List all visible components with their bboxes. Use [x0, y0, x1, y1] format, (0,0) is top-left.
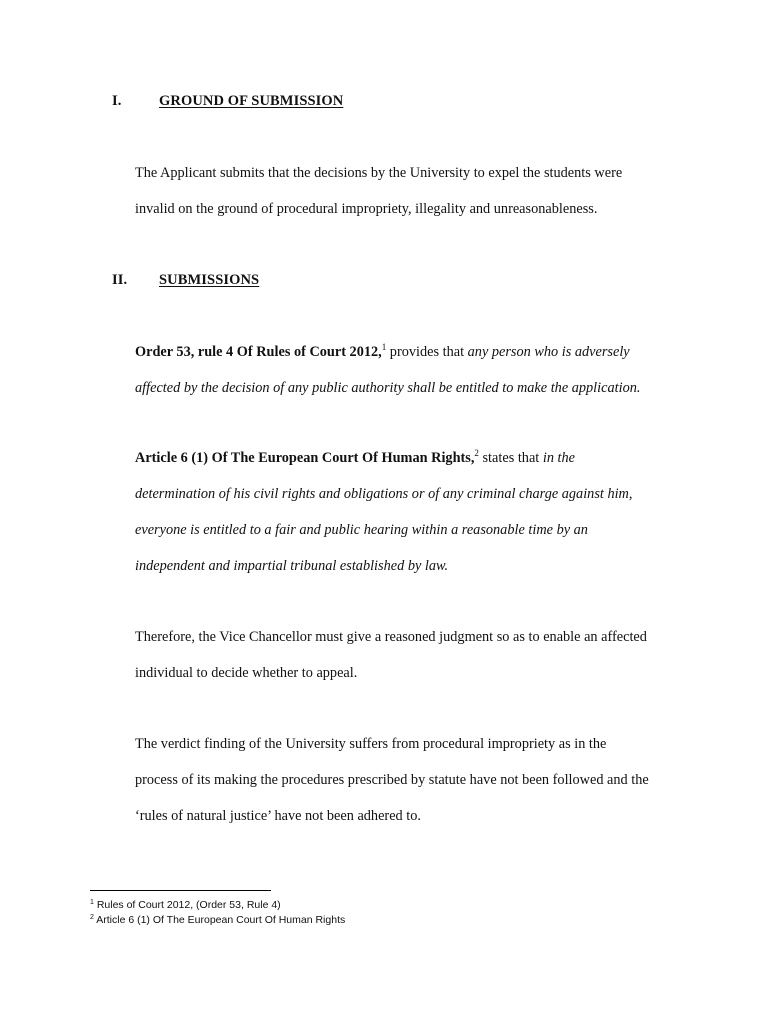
- paragraph-line: invalid on the ground of procedural impropriety, illegality and unreasonableness.: [135, 201, 598, 217]
- paragraph-line: process of its making the procedures prescribed by statute have not been followed and the: [135, 772, 649, 788]
- quoted-text: everyone is entitled to a fair and public hearing within a reasonable time by an: [135, 522, 588, 538]
- footnote-text: Article 6 (1) Of The European Court Of Human Rights: [93, 914, 346, 926]
- paragraph-line: The verdict finding of the University suffers from procedural impropriety as in the: [135, 736, 607, 752]
- section-number: I.: [112, 93, 122, 109]
- quoted-text: determination of his civil rights and obligations or of any criminal charge against him,: [135, 486, 633, 502]
- footnote-item: [90, 913, 345, 928]
- footnote-text: Rules of Court 2012, (Order 53, Rule 4): [93, 899, 281, 911]
- footnote-item: [90, 898, 345, 913]
- footnote-mark: 1: [90, 899, 94, 906]
- footnotes: [90, 898, 345, 928]
- quoted-text: in the: [542, 450, 576, 466]
- section-number: II.: [112, 272, 128, 288]
- paragraph-article-6: [135, 440, 695, 584]
- paragraph-line: individual to decide whether to appeal.: [135, 665, 358, 681]
- section-title: SUBMISSIONS: [159, 272, 260, 288]
- quoted-text: any person who is adversely: [467, 344, 630, 360]
- paragraph-line: ‘rules of natural justice’ have not been adhered to.: [135, 808, 421, 824]
- footnote-separator: [90, 890, 271, 891]
- quoted-text: affected by the decision of any public authority shall be entitled to make the application.: [135, 380, 641, 396]
- paragraph-verdict-finding: [135, 726, 695, 834]
- paragraph-applicant-submits: [135, 155, 695, 227]
- paragraph-vice-chancellor: [135, 619, 695, 691]
- paragraph-text: provides that: [386, 344, 468, 360]
- paragraph-line: The Applicant submits that the decisions by the University to expel the students were: [135, 165, 623, 181]
- paragraph-line: Therefore, the Vice Chancellor must give a reasoned judgment so as to enable an affected: [135, 629, 647, 645]
- paragraph-text: states that: [478, 450, 543, 466]
- footnote-mark: 2: [90, 914, 94, 921]
- quoted-text: independent and impartial tribunal established by law.: [135, 558, 449, 574]
- footnote-ref: 1: [381, 342, 387, 352]
- citation-bold: Article 6 (1) Of The European Court Of Human Rights,: [135, 450, 475, 466]
- section-title: GROUND OF SUBMISSION: [159, 93, 344, 109]
- citation-bold: Order 53, rule 4 Of Rules of Court 2012,: [135, 344, 382, 360]
- footnote-ref: 2: [474, 448, 479, 458]
- paragraph-order-53: [135, 334, 695, 406]
